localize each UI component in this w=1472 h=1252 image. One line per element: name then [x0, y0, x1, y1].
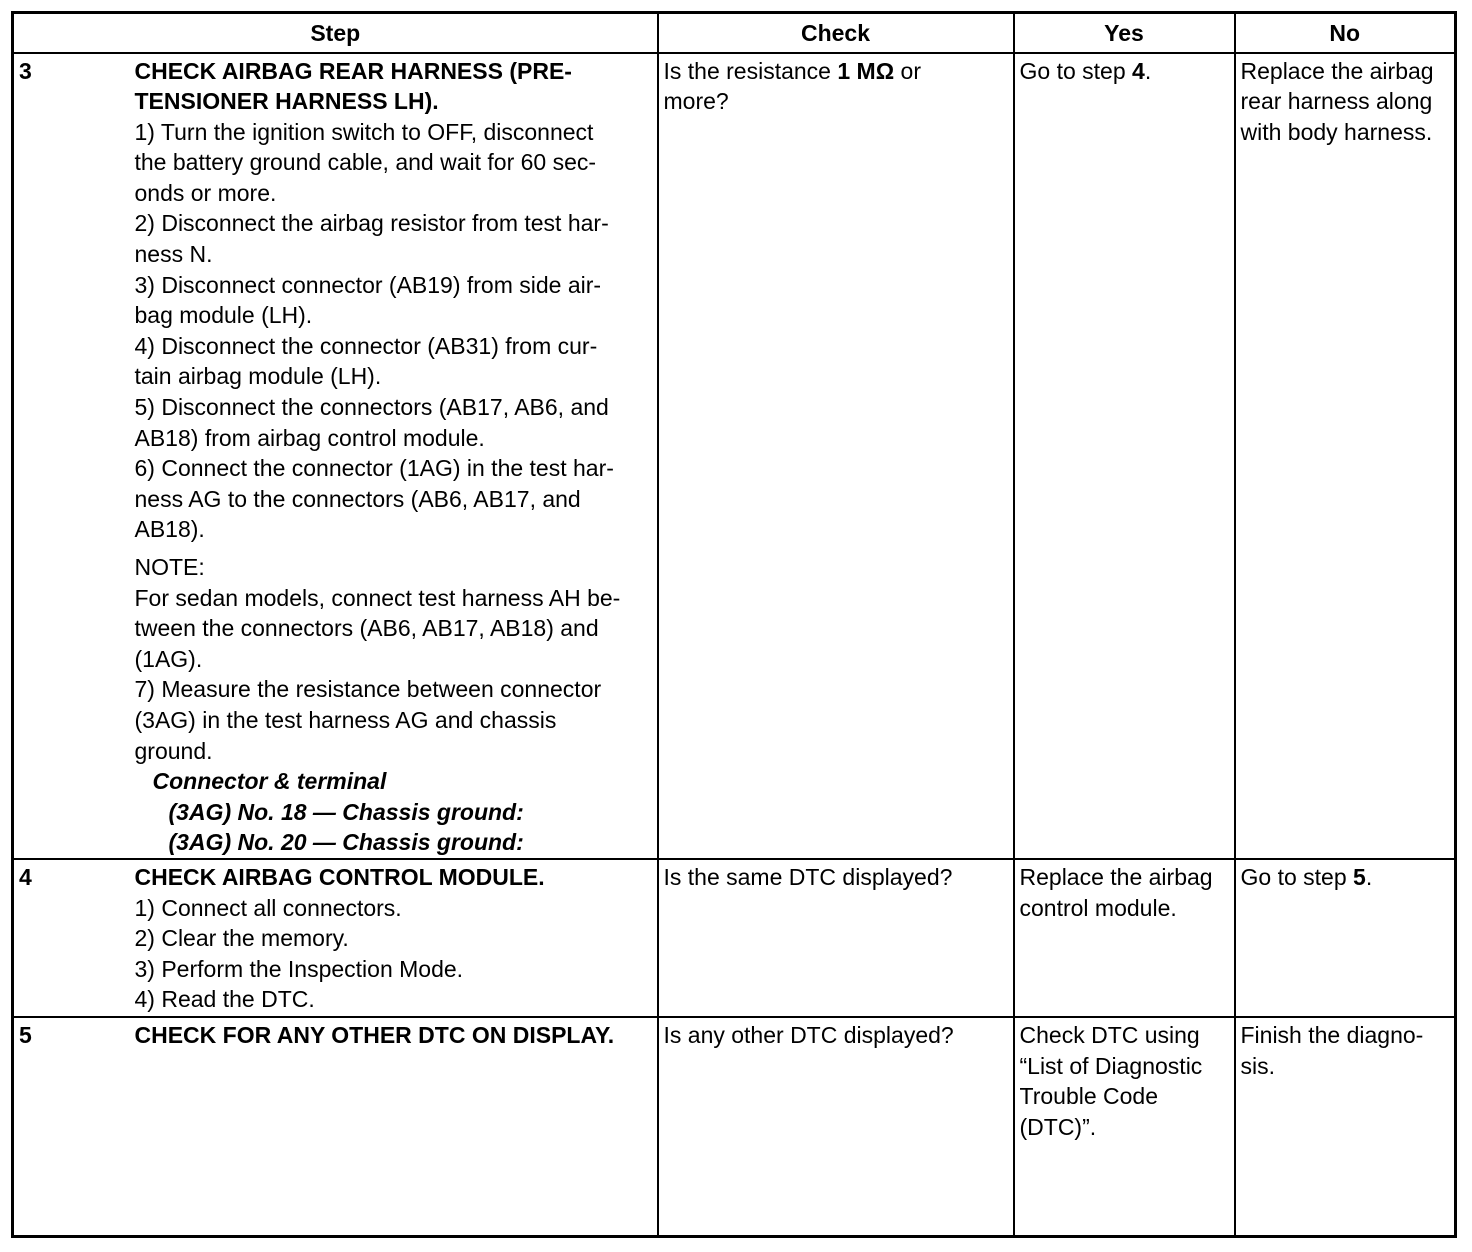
yes-text: . — [1144, 57, 1152, 84]
header-check: Check — [658, 13, 1014, 53]
step-text-line: 2) Disconnect the airbag resistor from test har- — [134, 210, 609, 237]
note-line: tween the connectors (AB6, AB17, AB18) and — [134, 615, 599, 642]
no-line: with body harness. — [1240, 118, 1433, 145]
step-text-line: ness N. — [134, 241, 213, 268]
no-line: sis. — [1240, 1052, 1275, 1079]
connector-terminal-line: (3AG) No. 20 — Chassis ground: — [168, 829, 524, 856]
step-text-line: AB18) from airbag control module. — [134, 424, 485, 451]
yes-cell — [1014, 53, 1235, 859]
yes-text: Go to step — [1019, 57, 1133, 84]
step-title-line: TENSIONER HARNESS LH). — [134, 88, 439, 115]
connector-terminal-line: (3AG) No. 18 — Chassis ground: — [168, 798, 524, 825]
step-text-line: 1) Connect all connectors. — [134, 894, 402, 921]
step-text-line: 6) Connect the connector (1AG) in the test har- — [134, 455, 614, 482]
step-description — [130, 1017, 658, 1237]
yes-line: control module. — [1019, 894, 1177, 921]
table-row-step-4 — [13, 859, 1456, 1017]
step-text-line: 4) Disconnect the connector (AB31) from cur- — [134, 332, 598, 359]
no-cell — [1235, 1017, 1456, 1237]
step-text-line: 3) Perform the Inspection Mode. — [134, 955, 464, 982]
step-text-line: 2) Clear the memory. — [134, 925, 349, 952]
note-line: (1AG). — [134, 645, 203, 672]
header-step: Step — [13, 13, 658, 53]
check-line: more? — [663, 88, 729, 115]
step-text-line: tain airbag module (LH). — [134, 363, 382, 390]
no-text: Go to step — [1240, 863, 1354, 890]
no-line: Finish the diagno- — [1240, 1021, 1424, 1048]
step-text-line: the battery ground cable, and wait for 60 sec- — [134, 149, 597, 176]
yes-cell — [1014, 859, 1235, 1017]
note-line: For sedan models, connect test harness AH be- — [134, 584, 621, 611]
yes-cell — [1014, 1017, 1235, 1237]
no-text: . — [1365, 863, 1373, 890]
header-no: No — [1235, 13, 1456, 53]
header-row — [13, 13, 1456, 53]
no-cell — [1235, 53, 1456, 859]
step-text-line: 4) Read the DTC. — [134, 986, 315, 1013]
connector-terminal-heading: Connector & terminal — [152, 768, 387, 795]
step-description — [130, 859, 658, 1017]
step-title-line: CHECK AIRBAG REAR HARNESS (PRE- — [134, 57, 572, 84]
yes-line: Trouble Code — [1019, 1083, 1159, 1110]
step-text-line: 3) Disconnect connector (AB19) from side air- — [134, 271, 602, 298]
step-text-line: AB18). — [134, 516, 205, 543]
step-text-line: 1) Turn the ignition switch to OFF, disconnect — [134, 118, 594, 145]
step-text-line: 7) Measure the resistance between connector — [134, 676, 602, 703]
table-row-step-3 — [13, 53, 1456, 859]
check-value: 1 MΩ — [837, 57, 895, 84]
check-cell: Is any other DTC displayed? — [658, 1017, 1014, 1237]
table-row-step-5 — [13, 1017, 1456, 1237]
yes-line: Replace the airbag — [1019, 863, 1213, 890]
diagnostic-table — [11, 11, 1457, 1238]
check-cell: Is the same DTC displayed? — [658, 859, 1014, 1017]
yes-line: (DTC)”. — [1019, 1113, 1097, 1140]
no-cell — [1235, 859, 1456, 1017]
check-text: Is the resistance — [663, 57, 838, 84]
step-text-line: ness AG to the connectors (AB6, AB17, and — [134, 485, 581, 512]
check-text: or — [894, 57, 921, 84]
yes-line: Check DTC using — [1019, 1021, 1200, 1048]
step-title-line: CHECK FOR ANY OTHER DTC ON DISPLAY. — [134, 1021, 615, 1048]
no-line: rear harness along — [1240, 88, 1433, 115]
note-label: NOTE: — [134, 554, 205, 580]
step-text-line: ground. — [134, 737, 213, 764]
yes-step-ref: 4 — [1132, 57, 1145, 84]
step-number: 4 — [13, 859, 130, 1017]
step-title-line: CHECK AIRBAG CONTROL MODULE. — [134, 863, 545, 890]
no-line: Replace the airbag — [1240, 57, 1434, 84]
step-text-line: onds or more. — [134, 179, 277, 206]
step-text-line: 5) Disconnect the connectors (AB17, AB6, and — [134, 394, 609, 421]
step-text-line: (3AG) in the test harness AG and chassis — [134, 706, 557, 733]
step-number: 3 — [13, 53, 130, 859]
yes-line: “List of Diagnostic — [1019, 1052, 1203, 1079]
check-cell — [658, 53, 1014, 859]
step-description — [130, 53, 658, 859]
step-number: 5 — [13, 1017, 130, 1237]
check-line — [664, 56, 1008, 87]
step-text-line: bag module (LH). — [134, 302, 313, 329]
header-yes: Yes — [1014, 13, 1235, 53]
no-step-ref: 5 — [1353, 863, 1366, 890]
